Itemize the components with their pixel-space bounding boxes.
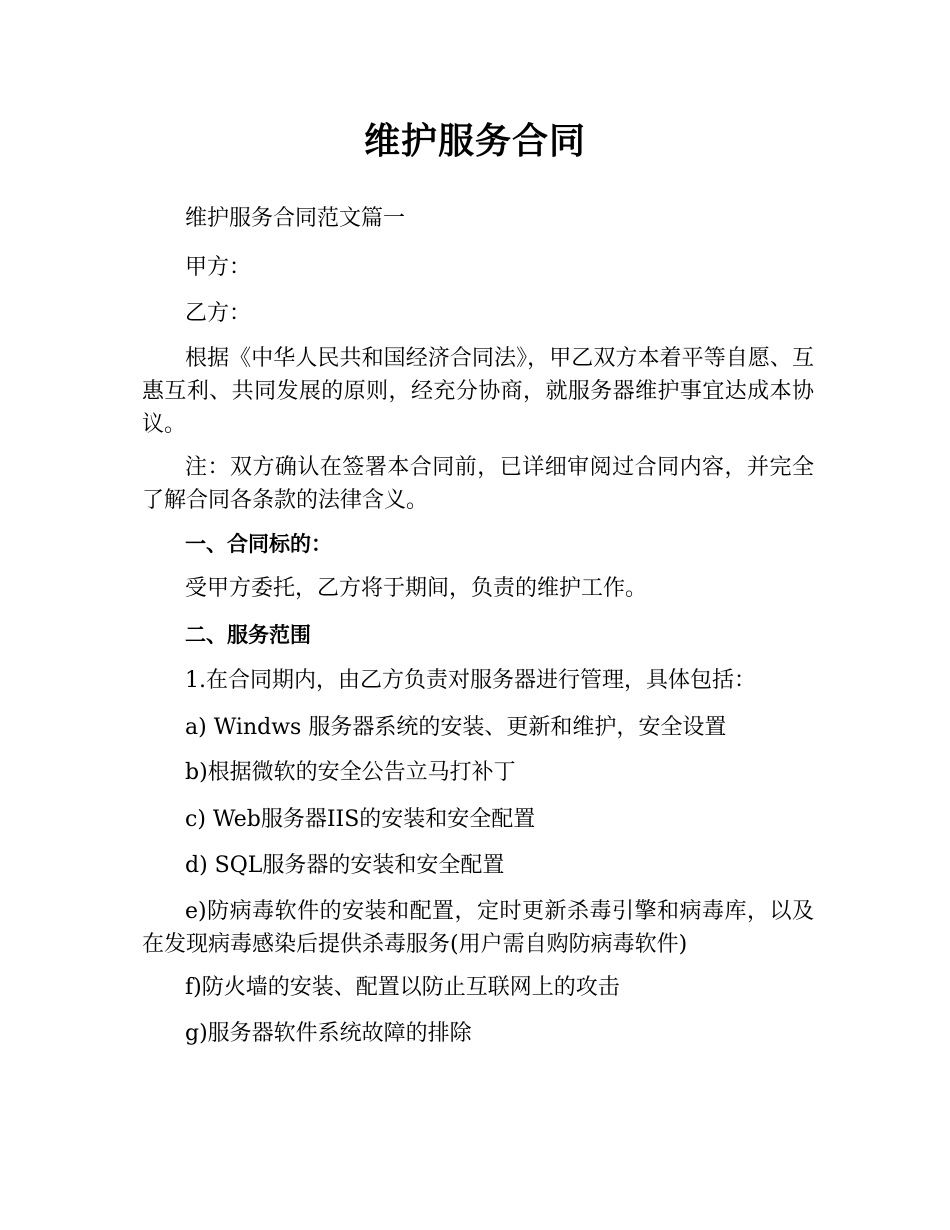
paragraph-subject-body: 受甲方委托，乙方将于期间，负责的维护工作。 xyxy=(185,576,648,601)
list-item-d: d) SQL服务器的安装和安全配置 xyxy=(185,853,505,878)
paragraph-party-b: 乙方： xyxy=(185,301,252,326)
list-item-g: g)服务器软件系统故障的排除 xyxy=(185,1021,472,1046)
document-title: 维护服务合同 xyxy=(363,121,586,162)
list-item-a: a) Windws 服务器系统的安装、更新和维护，安全设置 xyxy=(185,715,727,740)
paragraph-preamble: 根据《中华人民共和国经济合同法》，甲乙双方本着平等自愿、互惠互利、共同发展的原则，经充分协商，就服务器维护事宜达成本协议。 xyxy=(142,346,814,437)
paragraph-subtitle: 维护服务合同范文篇一 xyxy=(185,206,406,231)
list-item-f: f)防火墙的安装、配置以防止互联网上的攻击 xyxy=(185,975,620,1000)
list-item-c: c) Web服务器IIS的安装和安全配置 xyxy=(185,807,536,832)
paragraph-note: 注：双方确认在签署本合同前，已详细审阅过合同内容，并完全了解合同各条款的法律含义。 xyxy=(142,455,814,513)
paragraph-scope-intro: 1.在合同期内，由乙方负责对服务器进行管理，具体包括： xyxy=(185,668,756,693)
list-item-b: b)根据微软的安全公告立马打补丁 xyxy=(185,760,516,785)
heading-contract-subject: 一、合同标的： xyxy=(185,532,332,556)
heading-service-scope: 二、服务范围 xyxy=(185,623,311,647)
list-item-e: e)防病毒软件的安装和配置，定时更新杀毒引擎和病毒库，以及在发现病毒感染后提供杀毒服务(用户需自购防病毒软件) xyxy=(142,899,814,957)
paragraph-party-a: 甲方： xyxy=(185,255,252,280)
